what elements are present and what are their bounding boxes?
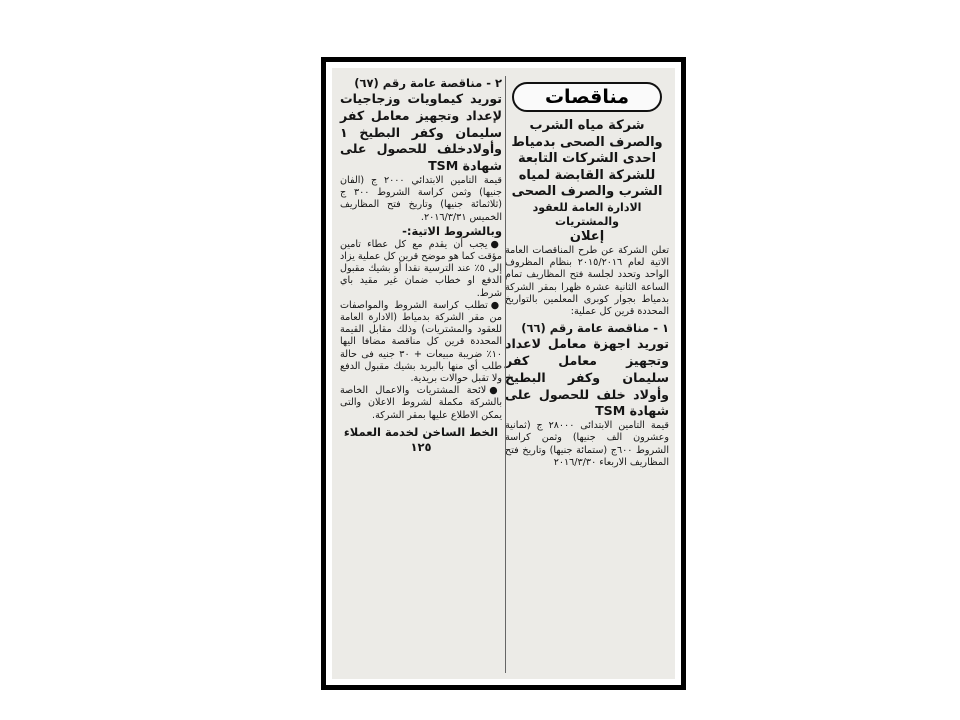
conditions-heading: وبالشروط الاتية:- (402, 223, 502, 238)
announcement-label: إعلان (569, 228, 605, 244)
tender-1-details: قيمة التامين الابتدائى ٢٨٠٠٠ ج (ثمانية وعشرون الف جنيها) وثمن كراسة الشروط ٦٠٠ج (ستمائة جنيها) وتاريخ فتح المظاريف الاربعاء ٢٠١٦/٣/٣٠ (505, 420, 669, 468)
condition-item: ● لائحة المشتريات والاعمال الخاصة بالشركة مكملة لشروط الاعلان والتى يمكن الاطلاع عليها بمقر الشركة. (340, 385, 502, 422)
company-name: شركة مياه الشرب والصرف الصحى بدمياط احدى الشركات التابعة للشركة القابضة لمياه الشرب والصرف الصحى (511, 118, 663, 199)
condition-item: ● يجب أن يقدم مع كل عطاء تامين مؤقت كما هو موضح قرين كل عملية يزاد إلى ٥٪ عند الترسية نقدا أو بشيك مقبول الدفع او خطاب ضمان غير مقيد باي شرط. (340, 239, 502, 300)
department-name: الادارة العامة للعقود والمشتريات (532, 200, 642, 228)
tender-1-heading: ١ - مناقصة عامة رقم (٦٦) (521, 321, 669, 336)
column-divider (505, 76, 506, 673)
intro-paragraph: تعلن الشركة عن طرح المناقصات العامة الاتية لعام ٢٠١٥/٢٠١٦ بنظام المظروف الواحد وتحدد لجلسة فتح المظاريف تمام الساعة الثانية عشرة ظهرا بمقر الشركة بدمياط بجوار كوبرى المعلمين بالتواريخ المحددة قرين كل عملية: (505, 245, 669, 318)
clipping-frame (321, 57, 686, 690)
condition-item: ● تطلب كراسة الشروط والمواصفات من مقر الشركة بدمياط (الادارة العامة للعقود والمشتريات) وذلك مقابل القيمة المحددة قرين كل مناقصة مضافا اليها ١٠٪ ضريبة مبيعات + ٣٠ جنيه فى حالة طلب أي منها بالبريد بشيك مقبول الدفع ولا تقبل حوالات بريدية. (340, 300, 502, 385)
left-column (340, 76, 502, 673)
tender-2-heading: ٢ - مناقصة عامة رقم (٦٧) (354, 76, 502, 90)
tender-2-details: قيمة التامين الابتدائي ٢٠٠٠ ج (الفان جنيها) وثمن كراسة الشروط ٣٠٠ ج (ثلاثمائة جنيها) وتاريخ فتح المظاريف الخميس ٢٠١٦/٣/٣١. (340, 174, 502, 223)
tenders-banner: مناقصات (512, 82, 662, 112)
tender-1-title: توريد اجهزة معامل لاعداد وتجهيز معامل كفر سليمان وكفر البطيخ وأولاد خلف للحصول على شهادة TSM (505, 336, 669, 419)
right-column (505, 76, 669, 673)
tender-2-title: توريد كيماويات وزجاجيات لإعداد وتجهيز معامل كفر سليمان وكفر البطيخ ١ وأولادخلف للحصول على شهادة TSM (340, 91, 502, 174)
newspaper-clipping (332, 68, 675, 679)
hotline-text: الخط الساخن لخدمة العملاء ١٢٥ (343, 424, 499, 454)
